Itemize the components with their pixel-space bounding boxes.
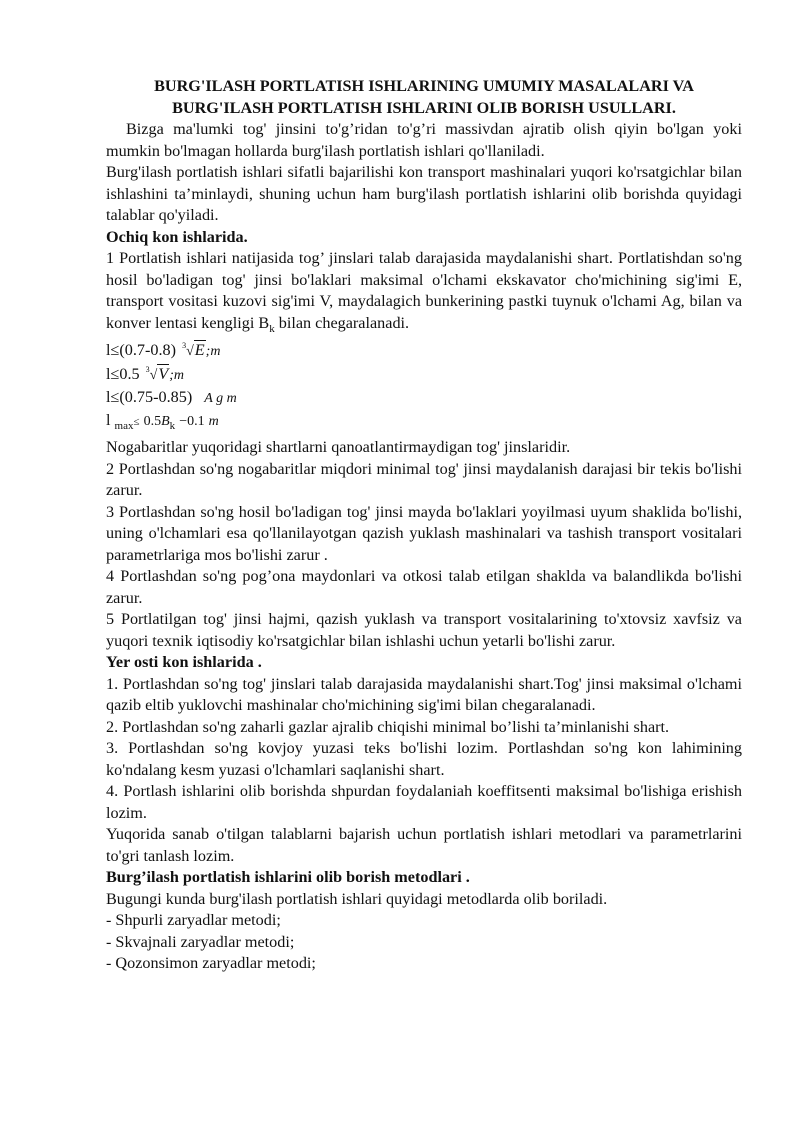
methods-intro: Bugungi kunda burg'ilash portlatish ishlari quyidagi metodlarda olib boriladi. bbox=[106, 889, 608, 908]
underground-summary: Yuqorida sanab o'tilgan talablarni bajarish uchun portlatish ishlari metodlari va parametrlarini to'gri tanlash lozim. bbox=[106, 825, 742, 865]
root-var-e: E bbox=[194, 341, 205, 360]
open-pit-item-3: 3 Portlashdan so'ng hosil bo'ladigan tog' jinsi mayda bo'laklari yoyilmasi uyum shaklida bo'lishi, uning o'lchamlari esa qo'llanilayotgan qazish yuklash mashinalari va tashish transport vositalari parametrlariga mos bo'lishi zarur . bbox=[106, 502, 742, 564]
formula-2-prefix: l≤0.5 bbox=[106, 364, 140, 383]
formula-4-unit: m bbox=[208, 413, 219, 429]
underground-item-1: 1. Portlashdan so'ng tog' jinslari talab darajasida maydalanishi shart.Tog' jinsi maksimal o'lchami qazib eltib yuklovchi mashinalar cho'michining sig'imi bilan chegaralanadi. bbox=[106, 674, 742, 715]
underground-item-4: 4. Portlash ishlarini olib borishda shpurdan foydalaniah koeffitsenti maksimal bo'lishiga erishish lozim. bbox=[106, 782, 742, 822]
formula-4-const: −0.1 bbox=[179, 413, 205, 429]
open-pit-item-4: 4 Portlashdan so'ng pog’ona maydonlari va otkosi talab etilgan shaklda va balandlikda bo'lishi zarur. bbox=[106, 567, 742, 607]
formula-1-prefix: l≤(0.7-0.8) bbox=[106, 341, 177, 360]
formula-4-l: l bbox=[106, 410, 111, 429]
document-page bbox=[106, 76, 742, 975]
open-pit-item-1-subscript: k bbox=[269, 322, 275, 335]
cube-root-e: $^3$√E bbox=[182, 341, 205, 360]
formula-4-sub: max bbox=[114, 419, 134, 432]
methods-heading: Burg’ilash portlatish ishlarini olib borish metodlari . bbox=[106, 868, 470, 887]
root-index: 3 bbox=[182, 341, 187, 351]
formula-1 bbox=[106, 340, 742, 364]
open-pit-item-1-text: 1 Portlatish ishlari natijasida tog’ jinslari talab darajasida maydalanishi shart. Portlatishdan so'ng hosil bo'ladigan tog' jinsi bo'laklari maksimal o'lchami ekskavator cho'michining sig'imi E, transport vositasi kuzovi sig'imi V, maydalagich bunkerining pastki tuynuk o'lchami Ag, bilan va konver lentasi kengligi B bbox=[106, 249, 742, 332]
open-pit-item-2: 2 Portlashdan so'ng nogabaritlar miqdori minimal tog' jinsi maydalanish darajasi bir tekis bo'lishi zarur. bbox=[106, 459, 742, 500]
open-pit-item-5: 5 Portlatilgan tog' jinsi hajmi, qazish yuklash va transport vositalarining to'xtovsiz xavfsiz va yuqori texnik iqtisodiy ko'rsatgichlar bilan ishlashi uchun yetarli bo'lishi zarur. bbox=[106, 610, 742, 650]
intro-paragraph-2: Burg'ilash portlatish ishlari sifatli bajarilishi kon transport mashinalari yuqori ko'rsatgichlar bilan ishlashini ta’minlaydi, shuning uchun ham burg'ilash portlatish ishlarini olib borishda quyidagi talablar qo'yiladi. bbox=[106, 163, 742, 224]
method-item: - Shpurli zaryadlar metodi; bbox=[106, 911, 281, 930]
formula-2-unit: ;m bbox=[169, 367, 185, 383]
method-item: - Qozonsimon zaryadlar metodi; bbox=[106, 954, 316, 973]
document-title-line-1: BURG'ILASH PORTLATISH ISHLARINING UMUMIY MASALALARI VA bbox=[154, 77, 694, 95]
formula-3-prefix: l≤(0.75-0.85) bbox=[106, 388, 193, 407]
method-item: - Skvajnali zaryadlar metodi; bbox=[106, 932, 295, 951]
underground-item-2: 2. Portlashdan so'ng zaharli gazlar ajralib chiqishi minimal bo’lishi ta’minlanishi shart. bbox=[106, 717, 670, 736]
formula-2 bbox=[106, 364, 742, 388]
open-pit-item-1-end: bilan chegaralanadi. bbox=[274, 313, 410, 332]
underground-item-3: 3. Portlashdan so'ng kovjoy yuzasi teks bo'lishi lozim. Portlashdan so'ng kon lahimining ko'ndalang kesm yuzasi o'lchamlari saqlanishi shart. bbox=[106, 739, 742, 779]
formula-4-b: B bbox=[161, 413, 170, 429]
cube-root-v: $^3$√V bbox=[145, 364, 169, 383]
open-pit-item-1 bbox=[106, 248, 742, 340]
root-var-v: V bbox=[158, 364, 169, 383]
formula-4-bsub: k bbox=[169, 419, 176, 432]
underground-heading: Yer osti kon ishlarida . bbox=[106, 653, 262, 672]
document-title-line-2: BURG'ILASH PORTLATISH ISHLARINI OLIB BORISH USULLARI. bbox=[172, 98, 676, 117]
root-index: 3 bbox=[145, 364, 150, 374]
formula-4 bbox=[106, 410, 742, 438]
open-pit-note: Nogabaritlar yuqoridagi shartlarni qanoatlantirmaydigan tog' jinslaridir. bbox=[106, 438, 571, 457]
formula-4-coef: 0.5 bbox=[143, 413, 162, 429]
formula-4-le: ≤ bbox=[133, 415, 140, 428]
intro-paragraph-1: Bizga ma'lumki tog' jinsini to'g’ridan to'g’ri massivdan ajratib olish qiyin bo'lgan yoki mumkin bo'lmagan hollarda burg'ilash portlatish ishlari qo'llaniladi. bbox=[106, 120, 742, 160]
open-pit-heading: Ochiq kon ishlarida. bbox=[106, 227, 248, 246]
formula-1-unit: ;m bbox=[205, 344, 221, 360]
formula-3-expr: A g m bbox=[204, 391, 237, 407]
formula-3 bbox=[106, 387, 742, 410]
